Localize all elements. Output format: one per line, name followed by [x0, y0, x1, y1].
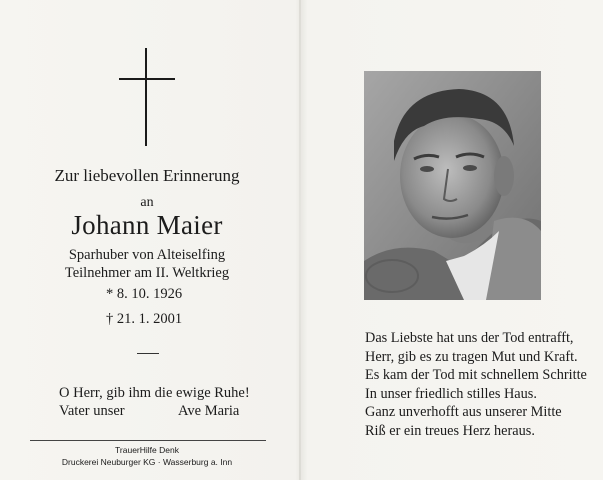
poem-line: Das Liebste hat uns der Tod entrafft, — [365, 330, 574, 346]
war-participant-line: Teilnehmer am II. Weltkrieg — [64, 265, 230, 281]
right-panel — [301, 0, 603, 480]
prayer-line: O Herr, gib ihm die ewige Ruhe! — [59, 385, 250, 401]
footer-rule — [30, 440, 266, 441]
divider-dash — [137, 353, 159, 354]
latin-cross-icon — [119, 48, 175, 146]
poem-line: Herr, gib es zu tragen Mut und Kraft. — [365, 348, 578, 365]
deceased-name: Johann Maier — [71, 210, 223, 240]
poem-line: Riß er ein treues Herz heraus. — [365, 422, 535, 439]
an-text: an — [140, 195, 154, 210]
death-date: † 21. 1. 2001 — [106, 311, 183, 327]
poem-line: In unser friedlich stilles Haus. — [365, 385, 537, 402]
left-panel — [0, 0, 300, 480]
birth-date: * 8. 10. 1926 — [106, 286, 183, 302]
printer-line-1: TrauerHilfe Denk — [115, 445, 179, 455]
portrait-image — [364, 71, 541, 300]
vater-unser-text: Vater unser — [59, 403, 125, 419]
portrait-photo — [364, 71, 541, 300]
memory-heading: Zur liebevollen Erinnerung — [54, 166, 240, 185]
poem-line: Ganz unverhofft aus unserer Mitte — [365, 404, 562, 420]
printer-line-2: Druckerei Neuburger KG · Wasserburg a. Inn — [61, 457, 233, 467]
poem-line: Es kam der Tod mit schnellem Schritte — [365, 367, 587, 383]
origin-line: Sparhuber von Alteiselfing — [68, 247, 226, 263]
poem — [365, 329, 587, 440]
ave-maria-text: Ave Maria — [178, 403, 240, 419]
